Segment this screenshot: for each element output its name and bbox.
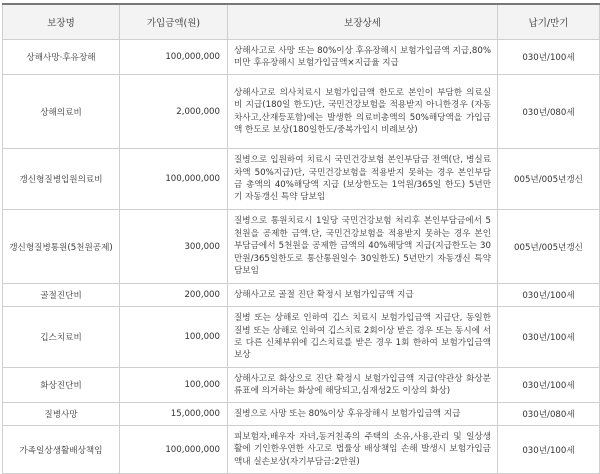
- coverage-name: 갱신형질병통원(5천원공제): [3, 210, 120, 284]
- coverage-period: 030년/100세: [498, 426, 600, 474]
- coverage-period: 030년/080세: [498, 75, 600, 149]
- coverage-detail: 질병으로 통원치료시 1일당 국민건강보험 처리후 본인부담금에서 5천원을 공제한 금액.단, 국민건강보험을 적용받지 못하는 경우 본인부담금에서 5천원을 공제한 금액의 40%해당액 지급(지급한도는 30만원/365일한도로 통산통원일수 30일한도) 5년만기 자동갱신 특약 담보임: [228, 210, 498, 284]
- coverage-detail: 질병 또는 상해로 인하여 깁스 치료시 보험가입금액 지급단, 동일한 질병 또는 상해로 인하여 깁스치료 2회이상 받은 경우 또는 동시에 서로 다른 신체부위에 깁스치료를 받은 경우 1회 한하여 보험가입금액 보상: [228, 307, 498, 368]
- table-row: [3, 403, 600, 426]
- coverage-amount: 100,000,000: [120, 426, 228, 474]
- coverage-name: 질병사망: [3, 403, 120, 426]
- coverage-name: 갱신형질병입원의료비: [3, 149, 120, 210]
- table-row: [3, 40, 600, 75]
- coverage-name: 가족일상생활배상책임: [3, 426, 120, 474]
- coverage-amount: 100,000: [120, 368, 228, 403]
- coverage-name: 상해의료비: [3, 75, 120, 149]
- coverage-amount: 100,000,000: [120, 149, 228, 210]
- coverage-period: 030년/080세: [498, 403, 600, 426]
- coverage-amount: 300,000: [120, 210, 228, 284]
- table-row: [3, 307, 600, 368]
- coverage-detail: 질병으로 사망 또는 80%이상 후유장해시 보험가입금액 지급: [228, 403, 498, 426]
- coverage-amount: 15,000,000: [120, 403, 228, 426]
- coverage-period: 005년/005년갱신: [498, 210, 600, 284]
- coverage-amount: 100,000,000: [120, 40, 228, 75]
- coverage-table: [2, 3, 600, 474]
- coverage-detail: 질병으로 입원하여 치료시 국민건강보험 본인부담금 전액(단, 병실료차액 50%지급)단, 국민건강보험을 적용받지 못하는 경우 본인부담금 총액의 40%해당액 지급 (보상한도는 1억원/365일 한도) 5년만기 자동갱신 특약 담보임: [228, 149, 498, 210]
- coverage-name: 골절진단비: [3, 284, 120, 307]
- coverage-period: 005년/005년갱신: [498, 149, 600, 210]
- table-row: [3, 426, 600, 474]
- coverage-amount: 100,000: [120, 307, 228, 368]
- coverage-detail: 피보험자,배우자 자녀,동거친족의 주택의 소유,사용,관리 및 일상생활에 기인한우연한 사고로 법률상 배상책임 손해 발생시 보험가입금액내 실손보상(자기부담금:2만원): [228, 426, 498, 474]
- table-row: [3, 368, 600, 403]
- header-name: 보장명: [3, 4, 120, 40]
- header-amount: 가입금액(원): [120, 4, 228, 40]
- coverage-detail: 상해사고로 화상으로 진단 확정시 보험가입금액 지급(약관상 화상분류표에 의거하는 화상에 해당되고,심재성2도 이상의 화상): [228, 368, 498, 403]
- header-detail: 보장상세: [228, 4, 498, 40]
- table-row: [3, 284, 600, 307]
- table-row: [3, 75, 600, 149]
- coverage-detail: 상해사고로 골절 진단 확정시 보험가입금액 지급: [228, 284, 498, 307]
- coverage-period: 030년/100세: [498, 40, 600, 75]
- table-row: [3, 149, 600, 210]
- coverage-period: 030년/100세: [498, 307, 600, 368]
- coverage-name: 화상진단비: [3, 368, 120, 403]
- coverage-period: 030년/100세: [498, 284, 600, 307]
- header-period: 납기/만기: [498, 4, 600, 40]
- coverage-amount: 200,000: [120, 284, 228, 307]
- coverage-detail: 상해사고로 사망 또는 80%이상 후유장해시 보험가입금액 지급,80%미만 후유장해시 보험가입금액×지급율 지급: [228, 40, 498, 75]
- header-row: [3, 4, 600, 40]
- coverage-name: 깁스치료비: [3, 307, 120, 368]
- table-row: [3, 210, 600, 284]
- coverage-period: 030년/100세: [498, 368, 600, 403]
- coverage-amount: 2,000,000: [120, 75, 228, 149]
- coverage-detail: 상해사고로 의사치료시 보험가입금액 한도로 본인이 부담한 의료실비 지급(180일 한도)단, 국민건강보험을 적용받지 아니한경우 (자동차사고,산재등포함)에는 발생한 의료비총액의 50%해당액을 가입금액 한도로 보상(180일한도/중복가입시 비례보상): [228, 75, 498, 149]
- coverage-name: 상해사망·후유장해: [3, 40, 120, 75]
